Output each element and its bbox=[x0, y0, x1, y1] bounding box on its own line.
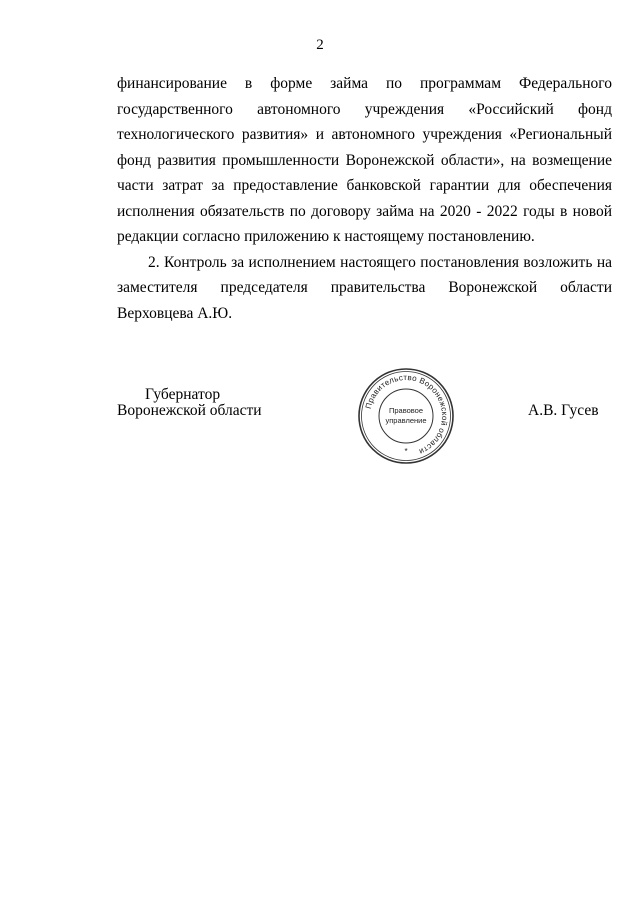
seal-star: * bbox=[404, 447, 408, 456]
signer-name: А.В. Гусев bbox=[528, 402, 599, 419]
paragraph-1-line-5: части затрат за предоставление банковской гарантии для обеспечения bbox=[117, 177, 612, 194]
signer-region: Воронежской области bbox=[117, 402, 262, 419]
paragraph-2-line-1: 2. Контроль за исполнением настоящего постановления возложить на bbox=[148, 254, 612, 271]
signer-title: Губернатор bbox=[145, 386, 221, 403]
seal-inner-text-1: Правовое bbox=[388, 406, 424, 415]
paragraph-2-line-2: заместителя председателя правительства Воронежской области bbox=[117, 279, 612, 296]
paragraph-1-line-1: финансирование в форме займа по программам Федерального bbox=[117, 75, 612, 92]
paragraph-2-line-3: Верховцева А.Ю. bbox=[117, 305, 233, 322]
paragraph-1-line-3: технологического развития» и автономного учреждения «Региональный bbox=[117, 126, 612, 143]
official-seal bbox=[356, 366, 456, 466]
paragraph-1-line-4: фонд развития промышленности Воронежской области», на возмещение bbox=[117, 152, 612, 169]
paragraph-1-line-6: исполнения обязательств по договору займа на 2020 - 2022 годы в новой bbox=[117, 203, 612, 220]
seal-outer-text: Правительство Воронежской области bbox=[363, 372, 450, 457]
seal-inner-text-2: управление bbox=[385, 416, 427, 425]
paragraph-1-line-7: редакции согласно приложению к настоящему постановлению. bbox=[117, 228, 535, 245]
seal-graphic bbox=[356, 366, 456, 466]
page-number: 2 bbox=[316, 37, 324, 53]
paragraph-1-line-2: государственного автономного учреждения «Российский фонд bbox=[117, 101, 612, 118]
